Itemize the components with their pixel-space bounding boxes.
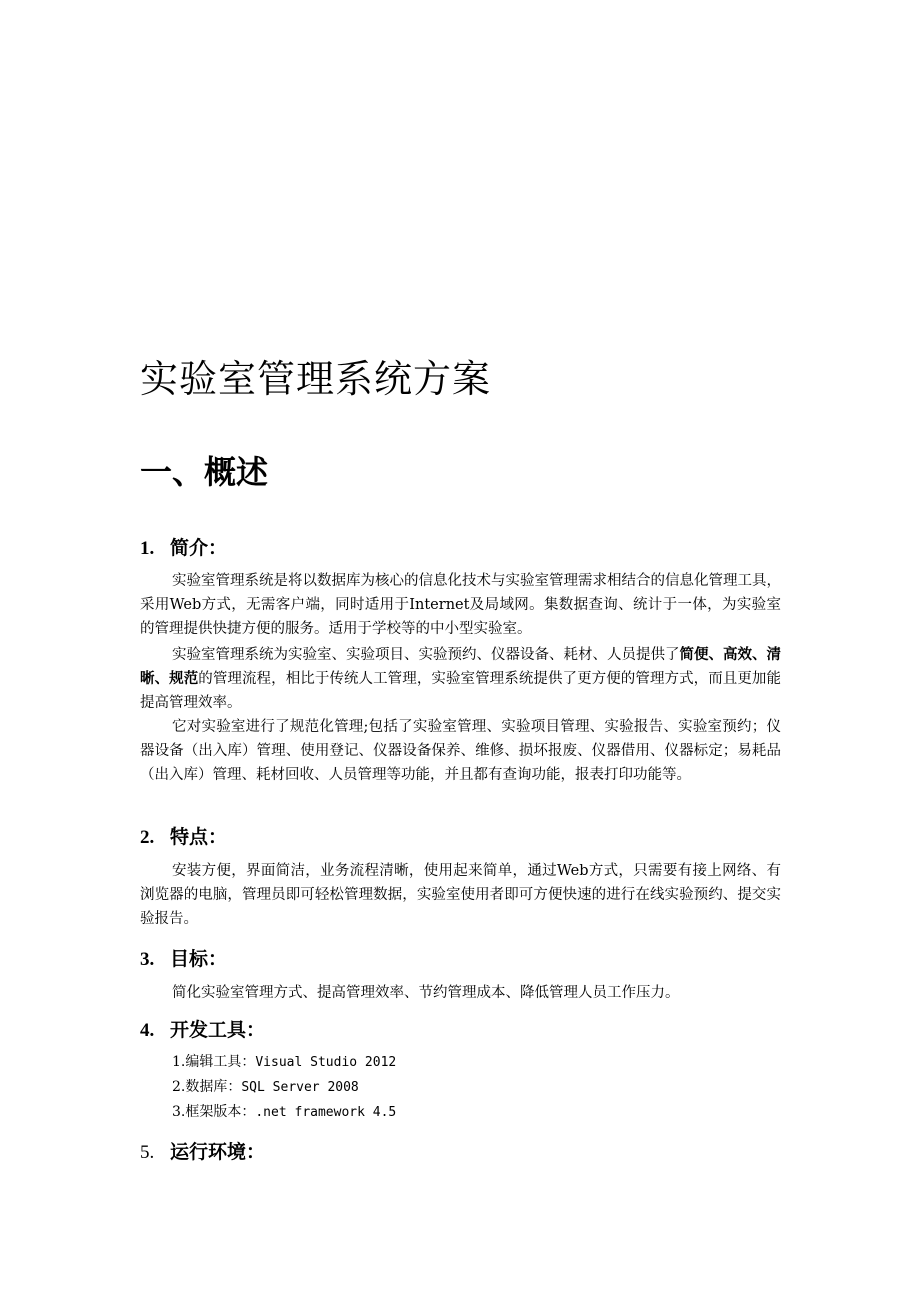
tool-value: SQL Server 2008: [241, 1080, 359, 1095]
intro-paragraph-3: 它对实验室进行了规范化管理;包括了实验室管理、实验项目管理、实验报告、实验室预约；仪器设备（出入库）管理、使用登记、仪器设备保养、维修、损坏报废、仪器借用、仪器标定；易耗品（出入库）管理、耗材回收、人员管理等功能，并且都有查询功能，报表打印功能等。: [140, 719, 781, 783]
tool-value: .net framework 4.5: [255, 1105, 397, 1120]
goals-paragraph: 简化实验室管理方式、提高管理效率、节约管理成本、降低管理人员工作压力。: [172, 985, 680, 1001]
document-title: 实验室管理系统方案: [140, 357, 492, 401]
list-item: [172, 1100, 396, 1125]
section-number: 4.: [140, 1020, 155, 1041]
intro-paragraph-2-start: 实验室管理系统为实验室、实验项目、实验预约、仪器设备、耗材、人员提供了: [172, 647, 680, 663]
section-heading-environment: [140, 1137, 265, 1164]
section-heading-tools: [140, 1015, 265, 1042]
list-item: [172, 1075, 396, 1100]
tool-value: Visual Studio 2012: [255, 1055, 397, 1070]
section-heading-goals: [140, 944, 227, 971]
features-paragraph: 安装方便，界面简洁，业务流程清晰，使用起来简单，通过Web方式，只需要有接上网络、有浏览器的电脑，管理员即可轻松管理数据，实验室使用者即可方便快速的进行在线实验预约、提交实验报告。: [140, 863, 781, 927]
tool-label: 1.编辑工具：: [172, 1054, 256, 1070]
section-number: 3.: [140, 949, 155, 970]
section-number: 2.: [140, 827, 155, 848]
section-title: 特点：: [170, 826, 228, 848]
tool-label: 3.框架版本：: [172, 1104, 256, 1120]
section-title: 开发工具：: [170, 1019, 266, 1041]
intro-paragraph-2-end: 的管理流程，相比于传统人工管理，实验室管理系统提供了更方便的管理方式，而且更加能提高管理效率。: [140, 671, 781, 711]
list-item: [172, 1050, 396, 1075]
intro-paragraph-1: 实验室管理系统是将以数据库为核心的信息化技术与实验室管理需求相结合的信息化管理工具，采用Web方式，无需客户端，同时适用于Internet及局域网。集数据查询、统计于一体，为实验室的管理提供快捷方便的服务。适用于学校等的中小型实验室。: [140, 573, 781, 637]
intro-paragraph-2: [140, 643, 781, 715]
section-heading-intro: [140, 533, 227, 560]
chapter-heading: 一、概述: [140, 453, 269, 491]
section-number: 1.: [140, 538, 155, 559]
intro-paragraph-2-emphasis: 简便、高效、清晰、规范: [140, 647, 781, 687]
section-number: 5.: [140, 1142, 155, 1163]
section-heading-features: [140, 822, 227, 849]
tool-label: 2.数据库：: [172, 1079, 242, 1095]
section-title: 运行环境：: [170, 1141, 266, 1163]
section-title: 简介：: [170, 537, 228, 559]
tools-list: [172, 1050, 396, 1125]
section-title: 目标：: [170, 948, 228, 970]
